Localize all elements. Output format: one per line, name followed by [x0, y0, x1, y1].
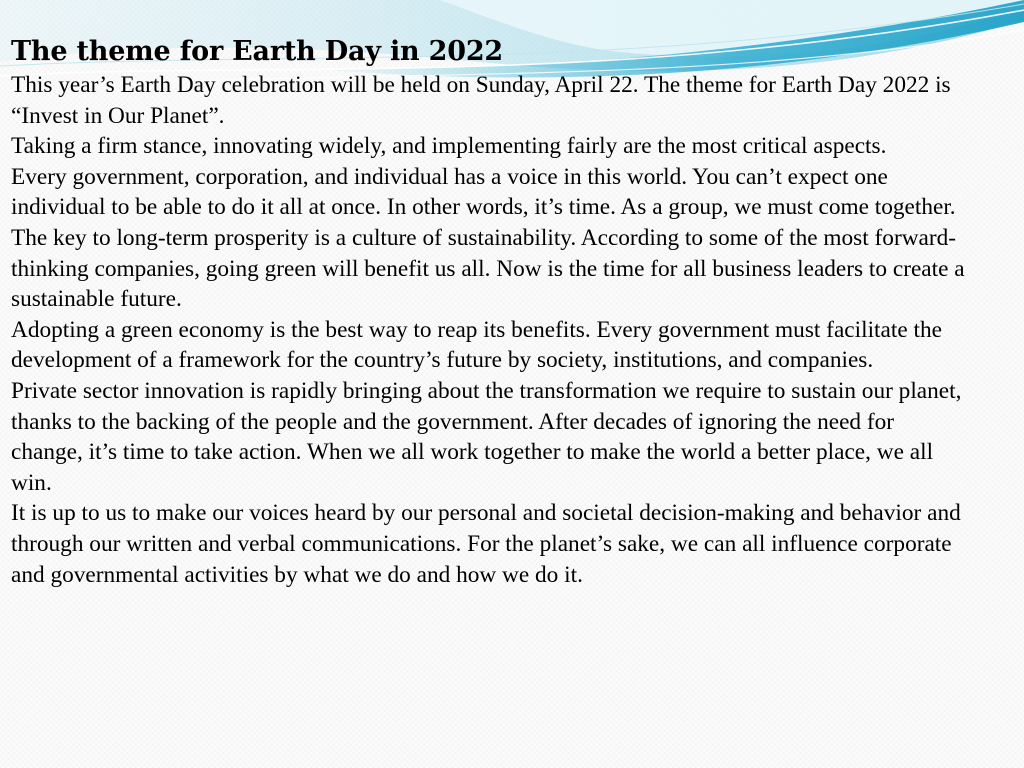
slide-title: The theme for Earth Day in 2022: [11, 36, 504, 67]
paragraph-1: This year’s Earth Day celebration will be held on Sunday, April 22. The theme for Earth Day 2022 is “Invest in Our Planet”.: [11, 72, 951, 129]
paragraph-3: Every government, corporation, and individual has a voice in this world. You can’t expect one individual to be able to do it all at once. In other words, it’s time. As a group, we must come together.: [11, 163, 956, 221]
paragraph-7: It is up to us to make our voices heard by our personal and societal decision-making and behavior and through our written and verbal communications. For the planet’s sake, we can all influence corporate and governmental activities by what we do and how we do it.: [11, 500, 961, 588]
paragraph-6: Private sector innovation is rapidly bringing about the transformation we require to sustain our planet, thanks to the backing of the people and the government. After decades of ignoring the need for change, it’s time to take action. When we all work together to make the world a better place, we all win.: [11, 377, 962, 496]
paragraph-2: Taking a firm stance, innovating widely, and implementing fairly are the most critical aspects.: [11, 133, 887, 160]
paragraph-4: The key to long-term prosperity is a culture of sustainability. According to some of the most forward-thinking companies, going green will benefit us all. Now is the time for all business leaders to create a sustainable future.: [11, 224, 965, 313]
slide-content: [11, 34, 971, 590]
paragraph-5: Adopting a green economy is the best way to reap its benefits. Every government must facilitate the development of a framework for the country’s future by society, institutions, and companies.: [11, 316, 942, 374]
